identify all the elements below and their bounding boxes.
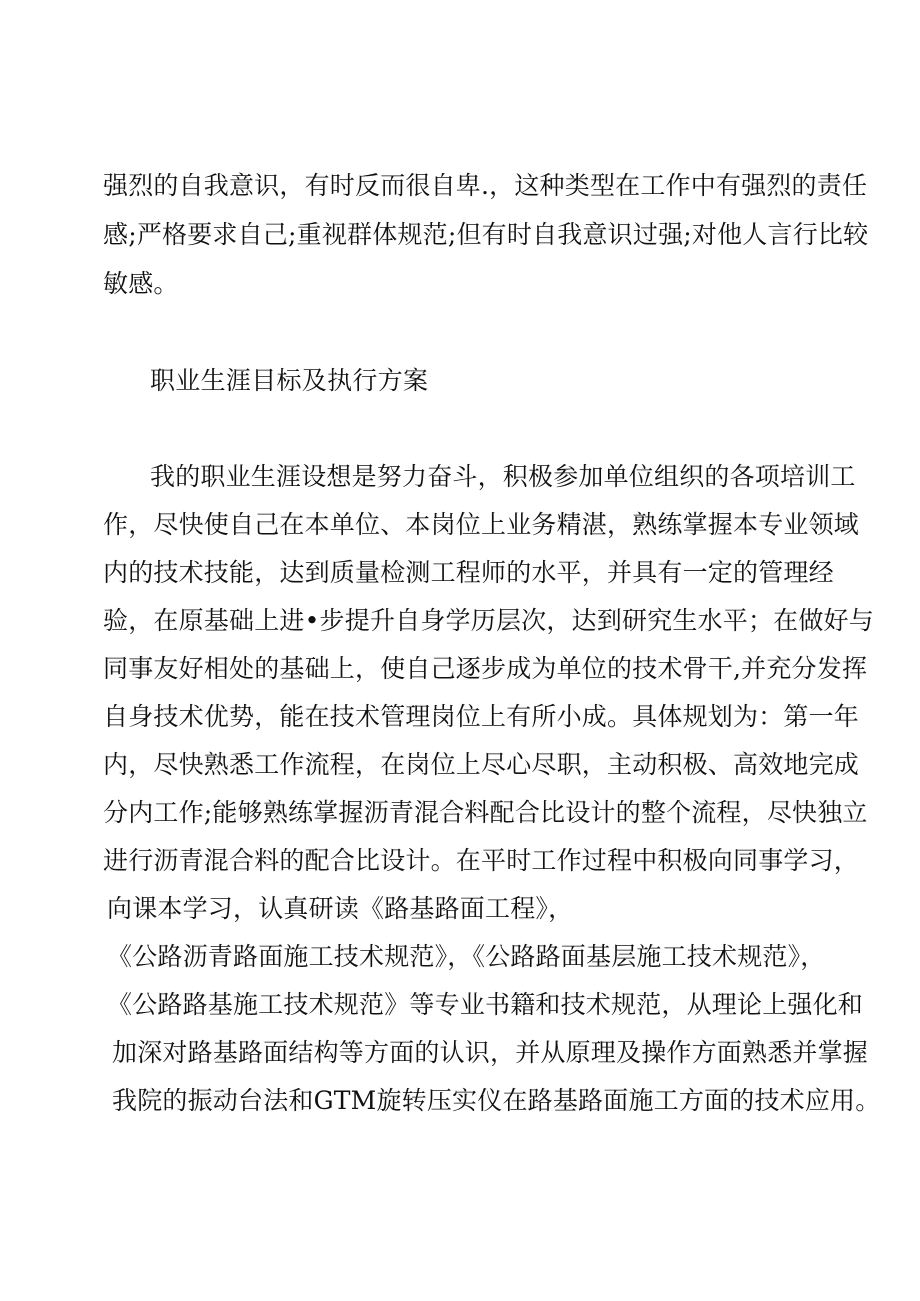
paragraph-line: 我的职业生涯设想是努力奋斗，积极参加单位组织的各项培训工 — [150, 462, 856, 491]
paragraph-line: 自身技术优势，能在技术管理岗位上有所小成。具体规划为：第一年 — [103, 702, 860, 731]
paragraph-line: 敏感。 — [103, 269, 179, 298]
paragraph-line: 我院的振动台法和GTM旋转压实仪在路基路面施工方面的技术应用。 — [112, 1086, 881, 1115]
paragraph-line: 作，尽快使自己在本单位、本岗位上业务精湛，熟练掌握本专业领域 — [103, 510, 860, 539]
paragraph-line: 《公路路基施工技术规范》等专业书籍和技术规范，从理论上强化和 — [107, 990, 864, 1019]
section-heading: 职业生涯目标及执行方案 — [150, 366, 429, 395]
paragraph-line: 验，在原基础上进•步提升自身学历层次，达到研究生水平；在做好与 — [103, 606, 874, 635]
paragraph-line: 强烈的自我意识，有时反而很自卑.，这种类型在工作中有强烈的责任 — [103, 171, 868, 200]
paragraph-line: 加深对路基路面结构等方面的认识，并从原理及操作方面熟悉并掌握 — [112, 1038, 869, 1067]
paragraph-line: 同事友好相处的基础上，使自己逐步成为单位的技术骨干,并充分发挥 — [103, 654, 868, 683]
paragraph-line: 内的技术技能，达到质量检测工程师的水平，并具有一定的管理经 — [103, 558, 834, 587]
paragraph-line: 进行沥青混合料的配合比设计。在平时工作过程中积极向同事学习， — [103, 846, 860, 875]
paragraph-line: 向课本学习，认真研读《路基路面工程》， — [107, 894, 574, 923]
paragraph-line: 感;严格要求自己;重视群体规范;但有时自我意识过强;对他人言行比较 — [103, 220, 869, 249]
paragraph-line: 《公路沥青路面施工技术规范》，《公路路面基层施工技术规范》， — [107, 942, 826, 971]
paragraph-line: 分内工作;能够熟练掌握沥青混合料配合比设计的整个流程，尽快独立 — [103, 798, 868, 827]
paragraph-line: 内，尽快熟悉工作流程，在岗位上尽心尽职，主动积极、高效地完成 — [103, 750, 860, 779]
